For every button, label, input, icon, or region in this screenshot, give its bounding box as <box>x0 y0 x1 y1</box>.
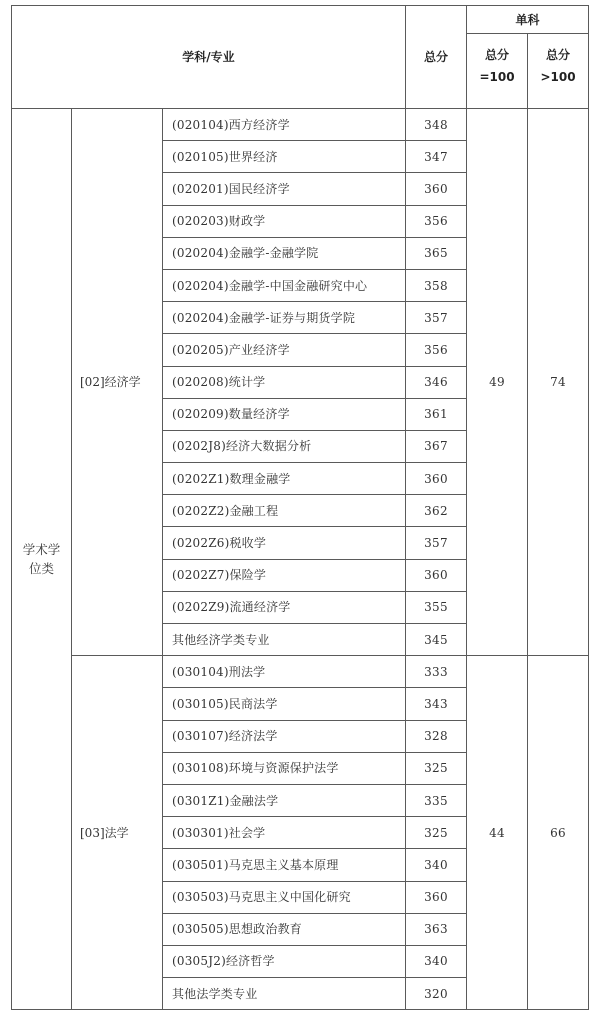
total-score-cell: 340 <box>406 849 467 881</box>
major-cell: (030108)环境与资源保护法学 <box>163 752 406 784</box>
total-score-cell: 367 <box>406 430 467 462</box>
total-score-cell: 357 <box>406 302 467 334</box>
header-single-gt100-line2: >100 <box>540 70 576 84</box>
total-score-cell: 361 <box>406 398 467 430</box>
major-cell: (020208)统计学 <box>163 366 406 398</box>
category-cell <box>12 109 72 1010</box>
table-row <box>12 656 589 688</box>
header-subject: 学科/专业 <box>12 6 406 109</box>
header-single-gt100 <box>528 34 589 109</box>
total-score-cell: 357 <box>406 527 467 559</box>
major-cell: (0202Z6)税收学 <box>163 527 406 559</box>
total-score-cell: 356 <box>406 334 467 366</box>
major-cell: (0305J2)经济哲学 <box>163 945 406 977</box>
total-score-cell: 346 <box>406 366 467 398</box>
total-score-cell: 320 <box>406 978 467 1010</box>
total-score-cell: 360 <box>406 173 467 205</box>
discipline-cell: [03]法学 <box>72 656 163 1010</box>
total-score-cell: 328 <box>406 720 467 752</box>
header-single-le100-line2: =100 <box>479 70 515 84</box>
total-score-cell: 360 <box>406 559 467 591</box>
major-cell: (020201)国民经济学 <box>163 173 406 205</box>
major-cell: (0301Z1)金融法学 <box>163 784 406 816</box>
major-cell: (030105)民商法学 <box>163 688 406 720</box>
total-score-cell: 343 <box>406 688 467 720</box>
major-cell: 其他法学类专业 <box>163 978 406 1010</box>
major-cell: (020105)世界经济 <box>163 141 406 173</box>
header-single-le100-line1: 总分 <box>484 48 509 62</box>
major-cell: (0202Z9)流通经济学 <box>163 591 406 623</box>
major-cell: (030104)刑法学 <box>163 656 406 688</box>
total-score-cell: 363 <box>406 913 467 945</box>
single-le100-cell: 49 <box>467 109 528 656</box>
major-cell: (0202Z7)保险学 <box>163 559 406 591</box>
discipline-cell: [02]经济学 <box>72 109 163 656</box>
major-cell: (030503)马克思主义中国化研究 <box>163 881 406 913</box>
header-total: 总分 <box>406 6 467 109</box>
major-cell: (020204)金融学-中国金融研究中心 <box>163 269 406 301</box>
major-cell: (020209)数量经济学 <box>163 398 406 430</box>
total-score-cell: 325 <box>406 752 467 784</box>
major-cell: (020204)金融学-金融学院 <box>163 237 406 269</box>
single-gt100-cell: 74 <box>528 109 589 656</box>
major-cell: (030505)思想政治教育 <box>163 913 406 945</box>
major-cell: 其他经济学类专业 <box>163 624 406 656</box>
category-label-line1: 学术学 <box>22 542 61 558</box>
major-cell: (030301)社会学 <box>163 817 406 849</box>
major-cell: (020203)财政学 <box>163 205 406 237</box>
major-cell: (0202J8)经济大数据分析 <box>163 430 406 462</box>
single-gt100-cell: 66 <box>528 656 589 1010</box>
total-score-cell: 362 <box>406 495 467 527</box>
total-score-cell: 348 <box>406 109 467 141</box>
total-score-cell: 325 <box>406 817 467 849</box>
total-score-cell: 365 <box>406 237 467 269</box>
header-single-gt100-line1: 总分 <box>546 48 571 62</box>
total-score-cell: 335 <box>406 784 467 816</box>
major-cell: (030501)马克思主义基本原理 <box>163 849 406 881</box>
major-cell: (0202Z1)数理金融学 <box>163 463 406 495</box>
table-row <box>12 109 589 141</box>
total-score-cell: 360 <box>406 463 467 495</box>
major-cell: (020104)西方经济学 <box>163 109 406 141</box>
total-score-cell: 358 <box>406 269 467 301</box>
major-cell: (020204)金融学-证券与期货学院 <box>163 302 406 334</box>
total-score-cell: 356 <box>406 205 467 237</box>
score-table <box>11 5 589 1010</box>
total-score-cell: 347 <box>406 141 467 173</box>
total-score-cell: 333 <box>406 656 467 688</box>
total-score-cell: 360 <box>406 881 467 913</box>
header-single-le100 <box>467 34 528 109</box>
category-label-line2: 位类 <box>28 561 54 577</box>
major-cell: (030107)经济法学 <box>163 720 406 752</box>
single-le100-cell: 44 <box>467 656 528 1010</box>
total-score-cell: 340 <box>406 945 467 977</box>
major-cell: (020205)产业经济学 <box>163 334 406 366</box>
total-score-cell: 345 <box>406 624 467 656</box>
major-cell: (0202Z2)金融工程 <box>163 495 406 527</box>
header-single: 单科 <box>467 6 589 34</box>
total-score-cell: 355 <box>406 591 467 623</box>
